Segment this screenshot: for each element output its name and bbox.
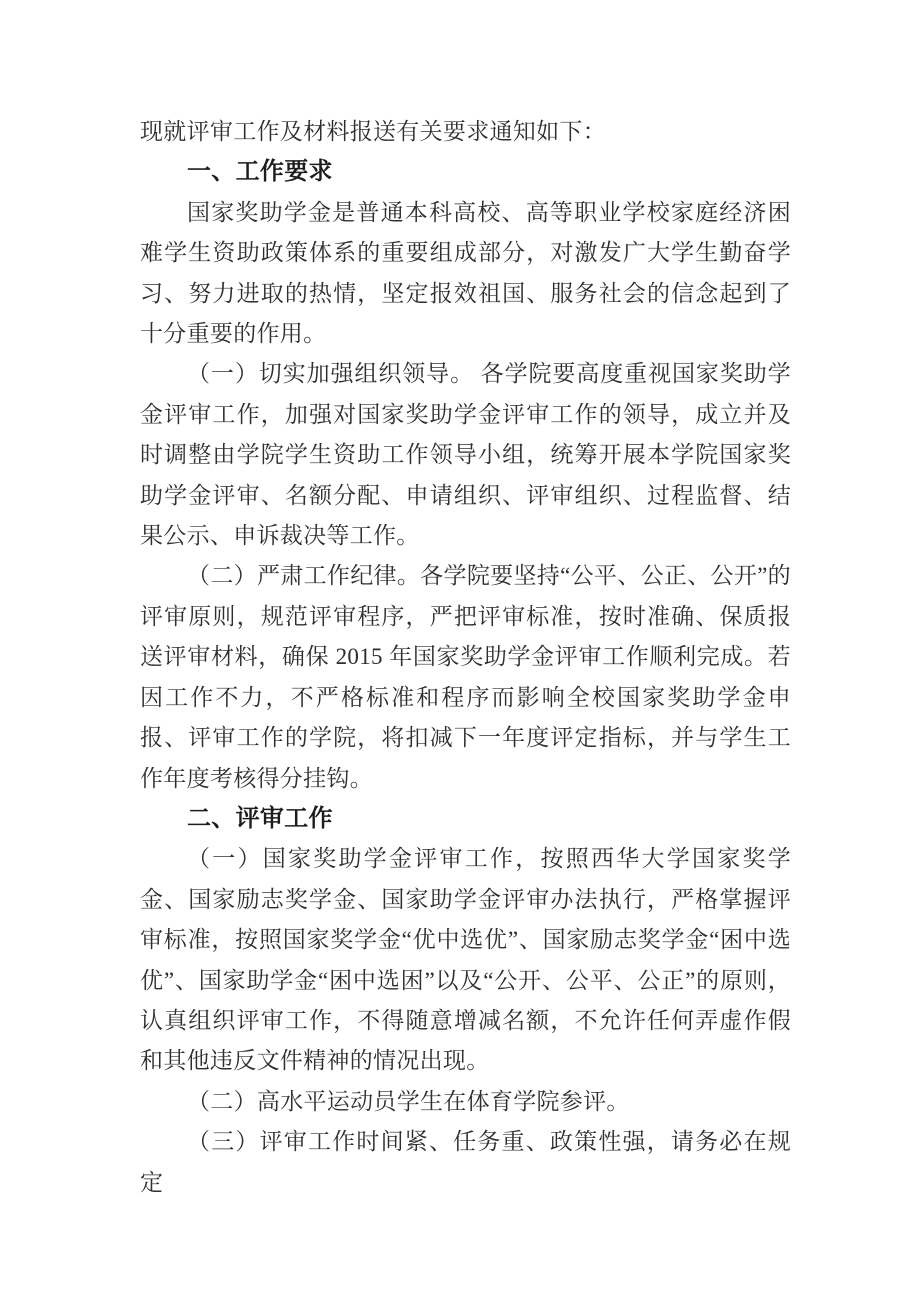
intro-line: 现就评审工作及材料报送有关要求通知如下： xyxy=(140,119,606,144)
section-1-overview-paragraph: 国家奖助学金是普通本科高校、高等职业学校家庭经济困难学生资助政策体系的重要组成部分，对激发广大学生勤奋学习、努力进取的热情，坚定报效祖国、服务社会的信念起到了十分重要的作用。 xyxy=(140,199,791,347)
section-1-item-1-paragraph: （一）切实加强组织领导。 各学院要高度重视国家奖助学金评审工作，加强对国家奖助学金评审工作的领导，成立并及时调整由学院学生资助工作领导小组，统筹开展本学院国家奖助学金评审、名额分配、申请组织、评审组织、过程监督、结果公示、申诉裁决等工作。 xyxy=(140,361,791,549)
section-2-item-3-paragraph: （三）评审工作时间紧、任务重、政策性强，请务必在规定 xyxy=(140,1129,791,1195)
section-1-item-2-paragraph: （二）严肃工作纪律。各学院要坚持“公平、公正、公开”的评审原则，规范评审程序，严把评审标准，按时准确、保质报送评审材料，确保 2015 年国家奖助学金评审工作顺利完成。若因工作不力，不严格标准和程序而影响全校国家奖助学金申报、评审工作的学院，将扣减下一年度评定指标，并与学生工作年度考核得分挂钩。 xyxy=(140,563,791,791)
section-1-heading: 一、工作要求 xyxy=(187,158,333,186)
section-2-heading: 二、评审工作 xyxy=(187,804,333,832)
section-2-item-2-paragraph: （二）高水平运动员学生在体育学院参评。 xyxy=(187,1088,630,1114)
document-body xyxy=(140,112,791,1203)
section-2-item-1-paragraph: （一）国家奖助学金评审工作，按照西华大学国家奖学金、国家励志奖学金、国家助学金评审办法执行，严格掌握评审标准，按照国家奖学金“优中选优”、国家励志奖学金“困中选优”、国家助学金“困中选困”以及“公开、公平、公正”的原则，认真组织评审工作，不得随意增减名额，不允许任何弄虚作假和其他违反文件精神的情况出现。 xyxy=(140,846,791,1074)
